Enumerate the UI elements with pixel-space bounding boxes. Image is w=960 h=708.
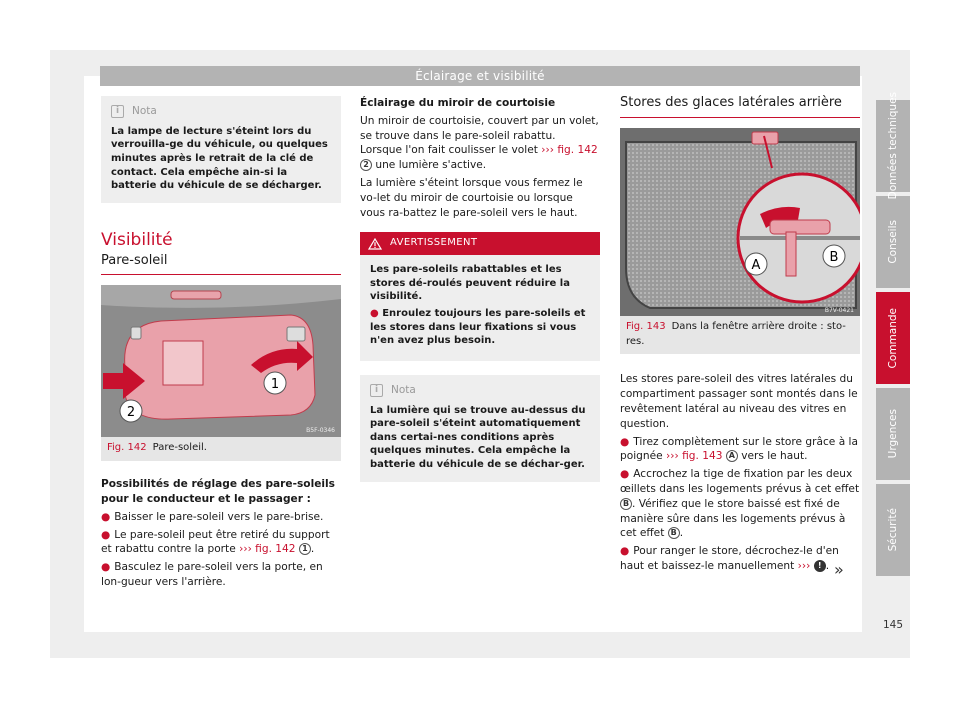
list-item: ● Basculez le pare-soleil vers la porte, en lon-gueur vers l'arrière. (101, 561, 323, 588)
warning-icon (368, 238, 382, 250)
section-title: Visibilité (101, 229, 173, 250)
figure-marker-2: 2 (126, 405, 136, 421)
paragraph-title: Éclairage du miroir de courtoisie (360, 97, 556, 109)
callout-badge: B (620, 498, 632, 510)
figure-link[interactable]: ››› fig. 142 (541, 144, 598, 157)
tab-urgences[interactable]: Urgences (876, 388, 910, 480)
paragraph: La lumière s'éteint lorsque vous fermez le vo-let du miroir de courtoisie ou lorsque vous ra-battez le pare-soleil vers le haut. (360, 176, 583, 219)
info-icon: i (370, 384, 383, 397)
list-item: ● Pour ranger le store, décrochez-le d'en haut et baissez-le manuellement ››› ! . (620, 545, 839, 572)
note-box (360, 375, 600, 482)
warning-link[interactable]: ››› (797, 559, 811, 572)
callout-badge: 1 (299, 543, 311, 555)
figure-window-blind (620, 128, 860, 355)
figure-code: B7V-0421 (824, 306, 854, 314)
paragraph: Un miroir de courtoisie, couvert par un volet, se trouve dans le pare-soleil rabattu. Lorsque l'on fait coulisser le volet ››› fig. 142 2 une lumière s'active. (360, 114, 599, 172)
continue-mark: » (834, 560, 844, 579)
sun-visor-illustration (101, 285, 341, 437)
list-item: ● Baisser le pare-soleil vers le pare-brise. (101, 510, 324, 523)
title-rule (620, 117, 860, 118)
figure-code: B5F-0346 (306, 427, 335, 435)
list-item: ● Tirez complètement sur le store grâce à la poignée ››› fig. 143 A vers le haut. (620, 435, 858, 463)
chapter-tabs (876, 92, 910, 580)
warning-label: AVERTISSEMENT (390, 237, 478, 249)
warning-text: Les pare-soleils rabattables et les stores dé-roulés peuvent réduire la visibilité. (370, 264, 570, 303)
figure-caption-text: Pare-soleil. (152, 442, 207, 454)
page-header: Éclairage et visibilité (100, 66, 860, 86)
tab-commande[interactable]: Commande (876, 292, 910, 384)
column-left (101, 96, 341, 593)
warning-box (360, 232, 600, 360)
info-icon: i (111, 105, 124, 118)
tab-donnees-techniques[interactable]: Données techniques (876, 100, 910, 192)
figure-link[interactable]: ››› fig. 143 (666, 450, 723, 463)
callout-badge: 2 (360, 159, 372, 171)
callout-badge: B (668, 527, 680, 539)
figure-caption (101, 437, 341, 461)
window-blind-illustration (620, 128, 860, 316)
figure-caption (620, 316, 860, 355)
note-label: Nota (132, 105, 157, 117)
list-item: ● Accrochez la tige de fixation par les deux œillets dans les logements prévus à cet effet B . Vérifiez que le store baissé est fixé de manière sûre dans les logements prévus à cet effet B . (620, 468, 860, 540)
paragraph-title: Possibilités de réglage des pare-soleils pour le conducteur et le passager : (101, 478, 335, 505)
figure-label: Fig. 143 (626, 320, 666, 332)
figure-link[interactable]: ››› fig. 142 (239, 543, 296, 556)
note-label: Nota (391, 383, 416, 396)
column-middle (360, 96, 600, 482)
figure-label: Fig. 142 (107, 442, 147, 454)
tab-conseils[interactable]: Conseils (876, 196, 910, 288)
note-text: La lampe de lecture s'éteint lors du verrouilla-ge du véhicule, ou quelques minutes après le retrait de la clé de contact. Cela empêche ain-si la batterie du véhicule de se décharger. (111, 125, 328, 192)
note-text: La lumière qui se trouve au-dessus du pare-soleil s'éteint automatiquement dans certai-nes conditions après quelques minutes. Cela empêche la batterie du véhicule de se déchar-ger. (370, 404, 586, 470)
list-item: ● Le pare-soleil peut être retiré du support et rabattu contre la porte ››› fig. 142 1 . (101, 528, 330, 556)
note-box (101, 96, 341, 203)
column-right (620, 96, 860, 577)
page-number: 145 (882, 619, 904, 631)
tab-securite[interactable]: Sécurité (876, 484, 910, 576)
section-title: Stores des glaces latérales arrière (620, 95, 842, 110)
figure-sun-visor (101, 285, 341, 461)
paragraph: Les stores pare-soleil des vitres latérales du compartiment passager sont montés dans le revêtement latéral au niveau des vitres en question. (620, 373, 858, 430)
callout-badge: A (726, 450, 738, 462)
warning-symbol-icon: ! (814, 560, 826, 572)
figure-marker-1: 1 (270, 377, 280, 393)
list-item: ● Enroulez toujours les pare-soleils et les stores dans leur fixations si vous n'en avez plus besoin. (370, 307, 586, 347)
title-rule (101, 274, 341, 275)
figure-marker-a: A (751, 257, 761, 273)
figure-caption-text: Dans la fenêtre arrière droite : sto-res. (626, 320, 846, 347)
sub-title: Pare-soleil (101, 252, 168, 268)
figure-marker-b: B (829, 249, 839, 265)
